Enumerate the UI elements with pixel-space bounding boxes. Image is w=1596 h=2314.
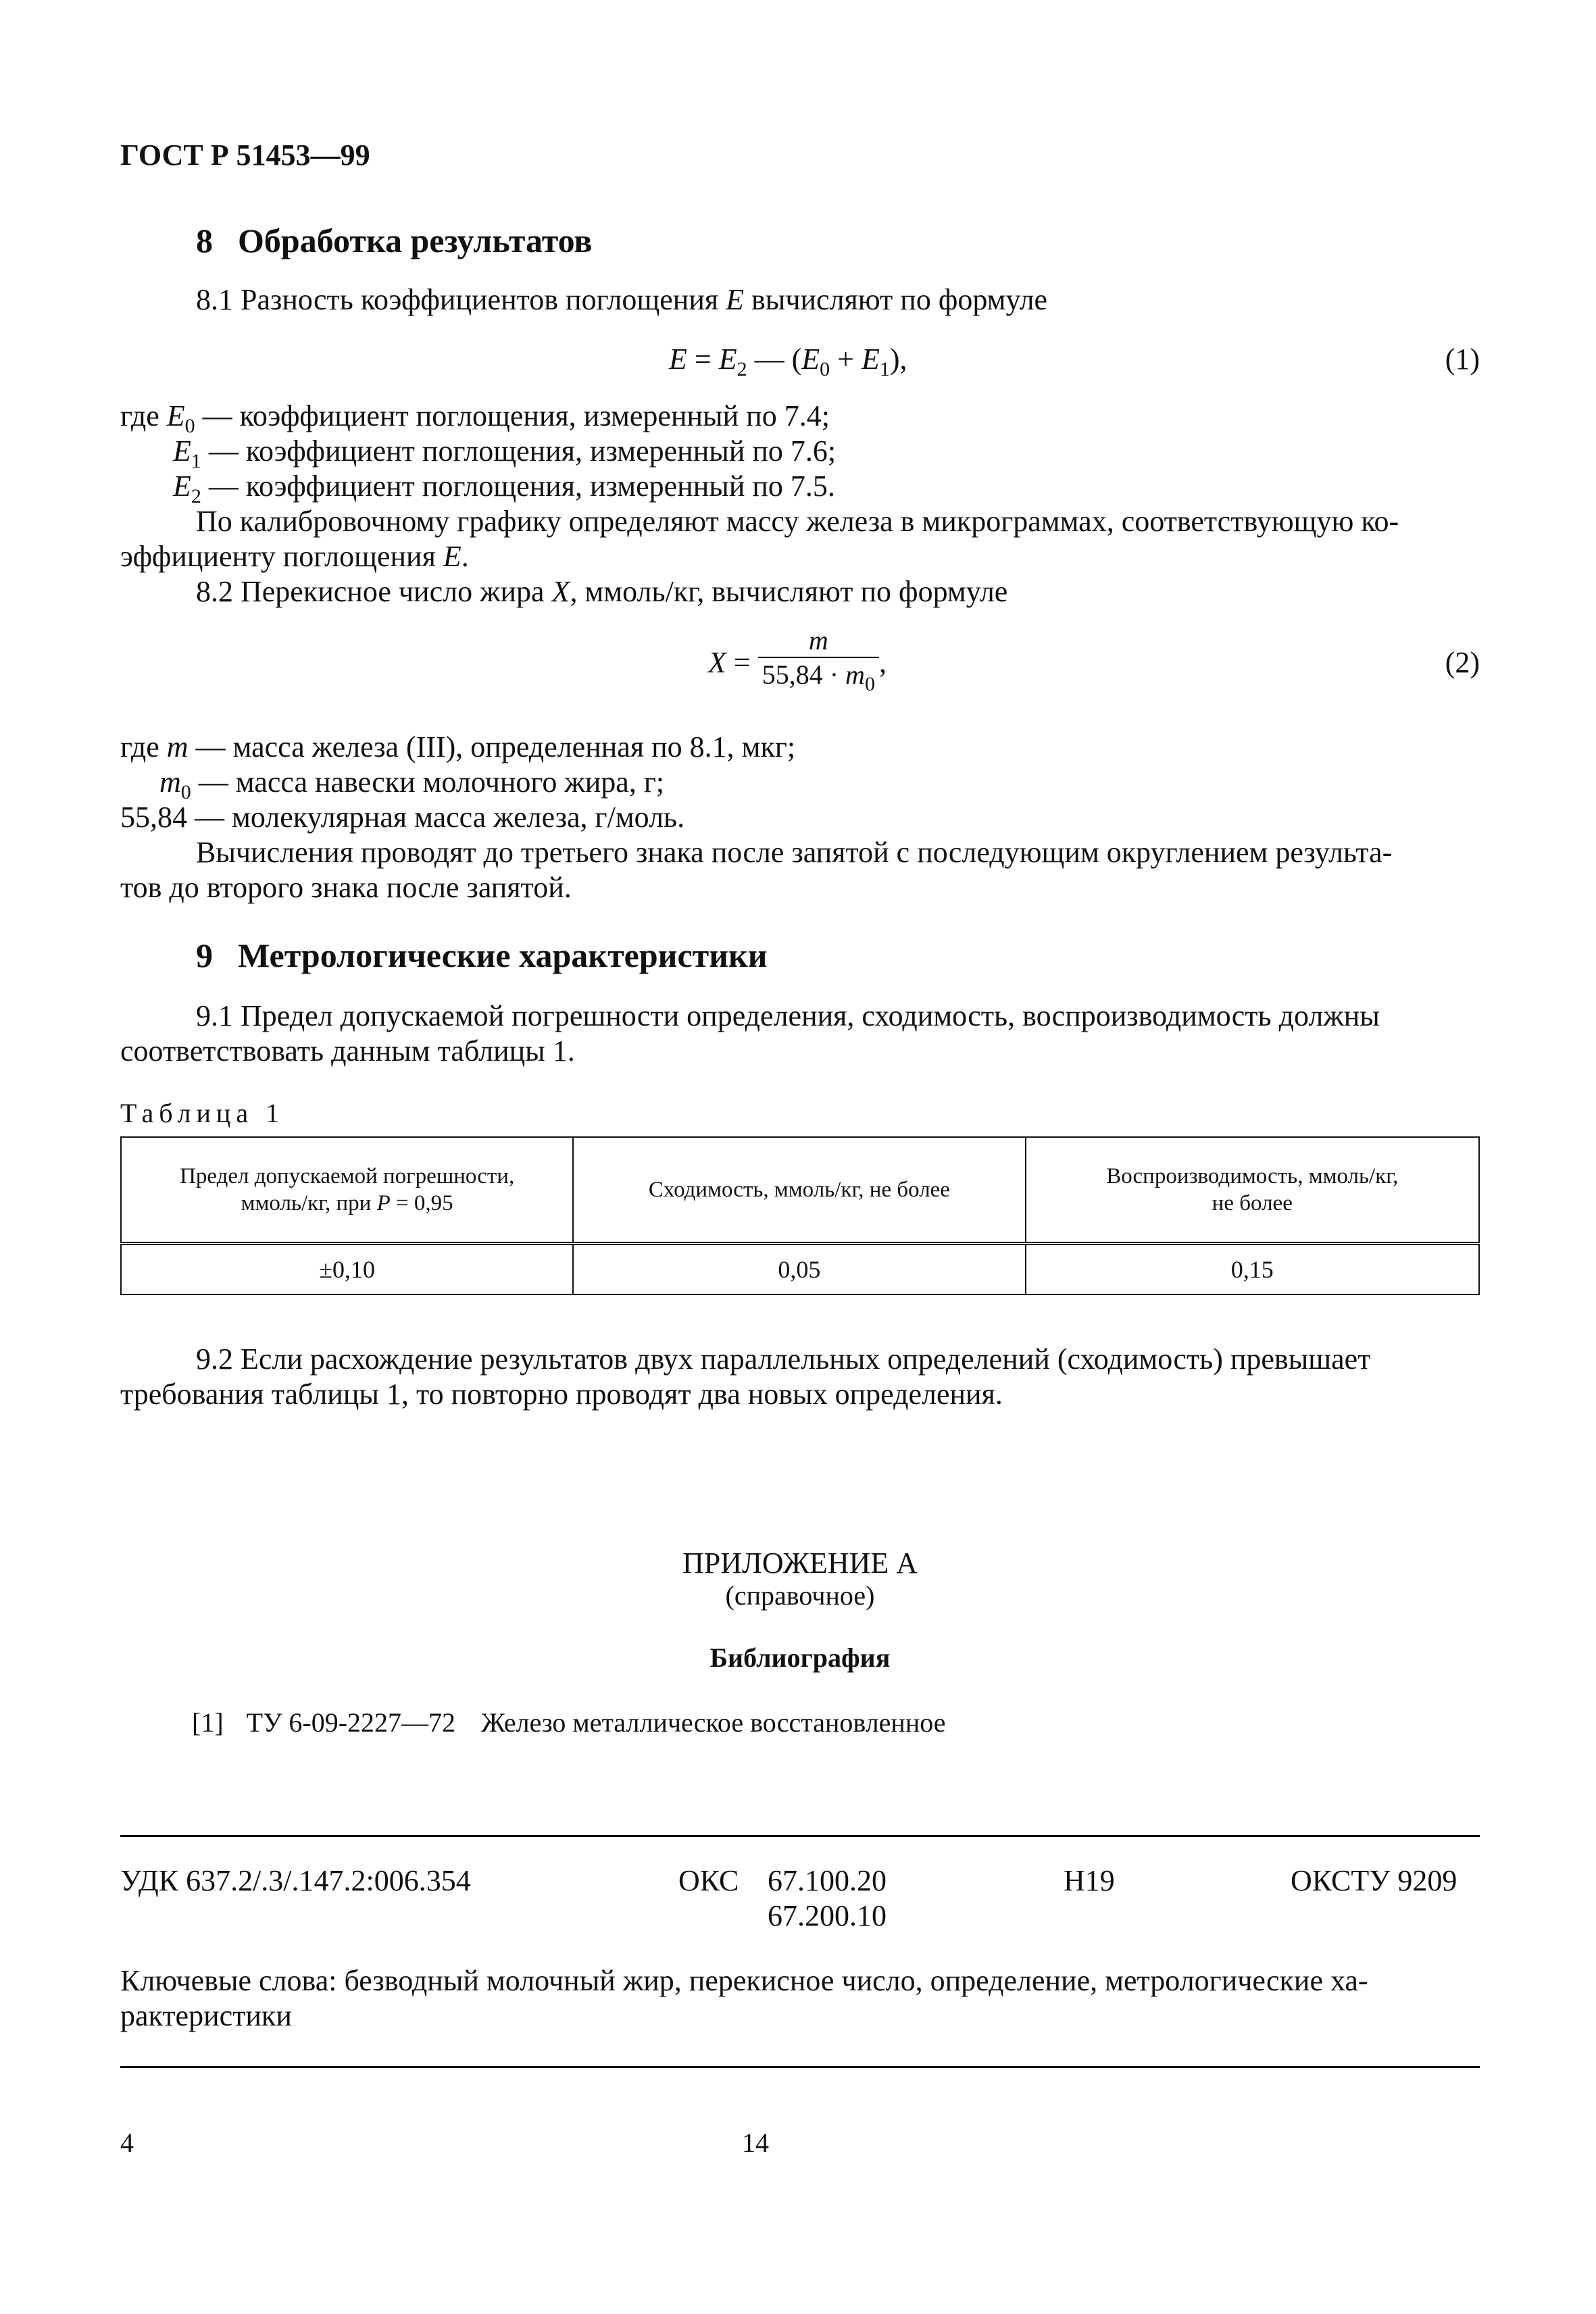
text: = 0,95 bbox=[390, 1191, 453, 1215]
text: — масса навески молочного жира, г; bbox=[191, 765, 665, 799]
formula-symbol: X bbox=[708, 646, 726, 679]
page-number-left: 4 bbox=[120, 2128, 134, 2158]
text: — молекулярная масса железа, г/моль. bbox=[187, 801, 685, 834]
bibliography-entry bbox=[192, 1705, 946, 1740]
section-title: Метрологические характеристики bbox=[238, 936, 768, 974]
bibliography-title: Библиография bbox=[709, 1642, 891, 1673]
document-code: ГОСТ Р 51453—99 bbox=[120, 139, 370, 172]
paragraph-9-1-line1: 9.1 Предел допускаемой погрешности определения, сходимость, воспроизводимость должны bbox=[196, 999, 1380, 1032]
definition-molar-mass bbox=[120, 800, 684, 835]
formula-1 bbox=[669, 342, 907, 387]
okstu-code: ОКСТУ 9209 bbox=[1291, 1864, 1457, 1897]
udk-code: УДК 637.2/.3/.147.2:006.354 bbox=[120, 1864, 471, 1897]
variable: P bbox=[376, 1191, 391, 1215]
paragraph-9-2-line2: требования таблицы 1, то повторно проводят два новых определения. bbox=[120, 1378, 1003, 1411]
calibration-paragraph-line1: По калибровочному графику определяют массу железа в микрограммах, соответствующую ко- bbox=[196, 505, 1399, 538]
bibliography-ref: [1] bbox=[192, 1707, 224, 1738]
text: 8.2 Перекисное число жира bbox=[196, 575, 552, 608]
table-header-cell bbox=[1026, 1137, 1479, 1244]
formula-subscript: 0 bbox=[180, 781, 191, 803]
equation-number-1: (1) bbox=[1445, 343, 1480, 376]
keywords-line2: рактеристики bbox=[120, 1999, 292, 2032]
table-row bbox=[121, 1244, 1479, 1295]
formula-symbol: E bbox=[861, 343, 880, 376]
text: где bbox=[120, 730, 167, 763]
header-line: Воспроизводимость, ммоль/кг, bbox=[1106, 1164, 1399, 1188]
paragraph-9-1-line2: соответствовать данным таблицы 1. bbox=[120, 1034, 575, 1067]
formula-subscript: 0 bbox=[184, 415, 195, 437]
table-cell: 0,15 bbox=[1026, 1244, 1479, 1295]
text: вычисляют по формуле bbox=[744, 283, 1048, 316]
appendix-title: ПРИЛОЖЕНИЕ А bbox=[682, 1546, 918, 1580]
section-number: 9 bbox=[196, 936, 213, 974]
table-cell: 0,05 bbox=[573, 1244, 1025, 1295]
formula-symbol: E bbox=[166, 399, 185, 432]
formula-text: = bbox=[687, 343, 719, 376]
text: ммоль/кг, при bbox=[241, 1191, 377, 1215]
text: — масса железа (III), определенная по 8.1, мкг; bbox=[188, 730, 796, 763]
formula-symbol: E bbox=[801, 343, 820, 376]
header-line: не более bbox=[1212, 1191, 1293, 1215]
section-number: 8 bbox=[196, 222, 213, 259]
keywords-line1: Ключевые слова: безводный молочный жир, перекисное число, определение, метрологические ха- bbox=[120, 1964, 1368, 1997]
footer-divider-top bbox=[120, 1835, 1480, 1837]
text: — коэффициент поглощения, измеренный по 7.5. bbox=[201, 470, 835, 503]
formula-subscript: 2 bbox=[737, 358, 747, 380]
formula-text: — ( bbox=[747, 343, 802, 376]
fraction-denominator bbox=[758, 658, 879, 701]
formula-subscript: 1 bbox=[191, 450, 201, 472]
formula-text: 55,84 · bbox=[762, 659, 846, 690]
table-caption: Таблица 1 bbox=[120, 1098, 285, 1128]
page-number-center: 14 bbox=[742, 2128, 769, 2158]
appendix-subtitle: (справочное) bbox=[725, 1580, 875, 1611]
text: эффициенту поглощения bbox=[120, 540, 443, 573]
header-line: Сходимость, ммоль/кг, не более bbox=[648, 1178, 950, 1202]
table-header-cell bbox=[121, 1137, 573, 1244]
text: 55,84 bbox=[120, 801, 187, 834]
oks-label: ОКС bbox=[678, 1864, 739, 1897]
paragraph-8-2 bbox=[196, 574, 1007, 609]
bibliography-code: ТУ 6-09-2227—72 bbox=[246, 1707, 456, 1738]
paragraph-8-1 bbox=[196, 282, 1047, 318]
formula-subscript: 1 bbox=[879, 358, 890, 380]
table-header-cell bbox=[573, 1137, 1025, 1244]
formula-text: = bbox=[726, 646, 758, 679]
formula-symbol: m bbox=[159, 765, 181, 799]
table-1 bbox=[120, 1136, 1480, 1295]
formula-symbol: E bbox=[173, 434, 191, 468]
variable: E bbox=[443, 540, 462, 573]
table-cell: ±0,10 bbox=[121, 1244, 573, 1295]
formula-2 bbox=[708, 624, 887, 701]
formula-symbol: E bbox=[718, 343, 737, 376]
variable: X bbox=[551, 575, 570, 608]
formula-subscript: 0 bbox=[864, 673, 875, 695]
fraction-numerator: m bbox=[758, 624, 879, 658]
text: . bbox=[461, 540, 469, 573]
header-line bbox=[135, 1190, 559, 1217]
formula-text: , bbox=[878, 646, 887, 679]
fraction bbox=[758, 624, 879, 701]
text: — коэффициент поглощения, измеренный по 7.4; bbox=[195, 399, 830, 432]
formula-symbol: m bbox=[845, 659, 865, 690]
h-code: Н19 bbox=[1064, 1864, 1115, 1897]
calibration-paragraph-line2 bbox=[120, 539, 469, 574]
footer-divider-bottom bbox=[120, 2066, 1480, 2068]
rounding-paragraph-line1: Вычисления проводят до третьего знака после запятой с последующим округлением результа- bbox=[196, 836, 1393, 869]
rounding-paragraph-line2: тов до второго знака после запятой. bbox=[120, 871, 572, 904]
definition-m bbox=[120, 730, 795, 765]
formula-symbol: E bbox=[173, 470, 191, 503]
bibliography-text: Железо металлическое восстановленное bbox=[481, 1707, 946, 1738]
formula-symbol: E bbox=[669, 343, 687, 376]
formula-text: ), bbox=[889, 343, 907, 376]
text: где bbox=[120, 399, 167, 432]
section-title: Обработка результатов bbox=[238, 222, 593, 259]
table-header-row bbox=[121, 1137, 1479, 1244]
section-9-heading bbox=[196, 935, 768, 976]
section-8-heading bbox=[196, 220, 592, 261]
oks-code-2: 67.200.10 bbox=[768, 1899, 887, 1932]
header-line: Предел допускаемой погрешности, bbox=[180, 1164, 515, 1188]
text: , ммоль/кг, вычисляют по формуле bbox=[570, 575, 1008, 608]
formula-symbol: m bbox=[166, 730, 189, 763]
paragraph-9-2-line1: 9.2 Если расхождение результатов двух параллельных определений (сходимость) превышает bbox=[196, 1342, 1371, 1376]
formula-subscript: 0 bbox=[820, 358, 830, 380]
oks-code-1: 67.100.20 bbox=[768, 1864, 887, 1897]
equation-number-2: (2) bbox=[1445, 646, 1480, 679]
formula-subscript: 2 bbox=[191, 485, 201, 507]
text: — коэффициент поглощения, измеренный по 7.6; bbox=[201, 434, 837, 468]
text: 8.1 Разность коэффициентов поглощения bbox=[196, 283, 726, 316]
formula-text: + bbox=[830, 343, 862, 376]
variable: E bbox=[726, 283, 745, 316]
